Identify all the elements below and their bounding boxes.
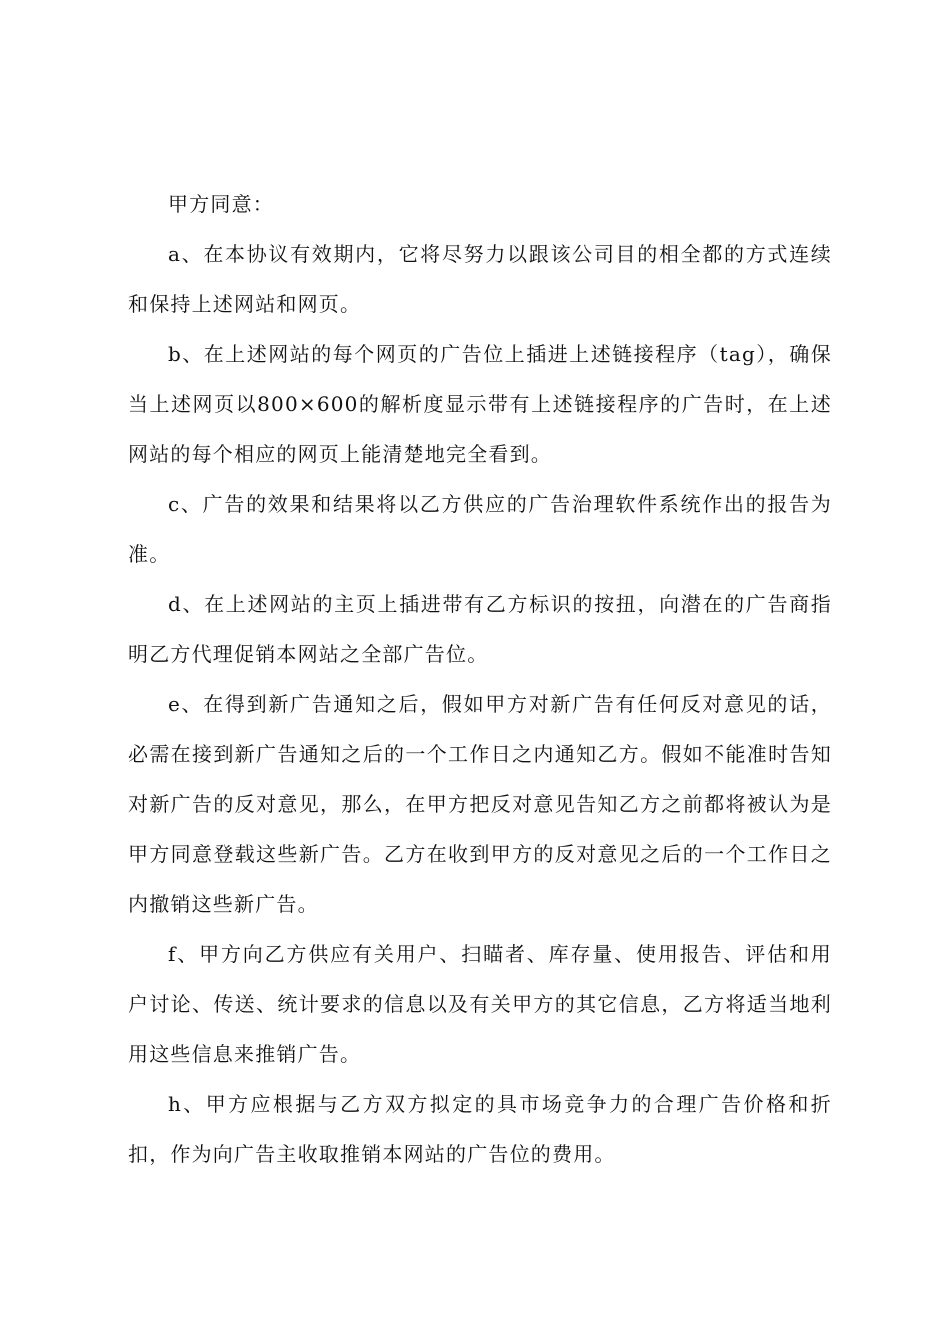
paragraph-b: b、在上述网站的每个网页的广告位上插进上述链接程序（tag），确保当上述网页以800×600的解析度显示带有上述链接程序的广告时，在上述网站的每个相应的网页上能清楚地完全看到。: [128, 342, 832, 466]
paragraph-f: f、甲方向乙方供应有关用户、扫瞄者、库存量、使用报告、评估和用户讨论、传送、统计要求的信息以及有关甲方的其它信息，乙方将适当地利用这些信息来推销广告。: [128, 942, 832, 1066]
paragraph-intro: 甲方同意：: [168, 192, 274, 216]
document-body: [128, 179, 832, 1179]
paragraph-d: d、在上述网站的主页上插进带有乙方标识的按扭，向潜在的广告商指明乙方代理促销本网站之全部广告位。: [128, 592, 832, 666]
paragraph-h: h、甲方应根据与乙方双方拟定的具市场竞争力的合理广告价格和折扣，作为向广告主收取推销本网站的广告位的费用。: [128, 1092, 832, 1166]
paragraph-a: a、在本协议有效期内，它将尽努力以跟该公司目的相全都的方式连续和保持上述网站和网页。: [128, 242, 832, 316]
paragraph-e: e、在得到新广告通知之后，假如甲方对新广告有任何反对意见的话，必需在接到新广告通知之后的一个工作日之内通知乙方。假如不能准时告知对新广告的反对意见，那么，在甲方把反对意见告知乙方之前都将被认为是甲方同意登载这些新广告。乙方在收到甲方的反对意见之后的一个工作日之内撤销这些新广告。: [128, 692, 832, 916]
paragraph-c: c、广告的效果和结果将以乙方供应的广告治理软件系统作出的报告为准。: [128, 492, 832, 566]
